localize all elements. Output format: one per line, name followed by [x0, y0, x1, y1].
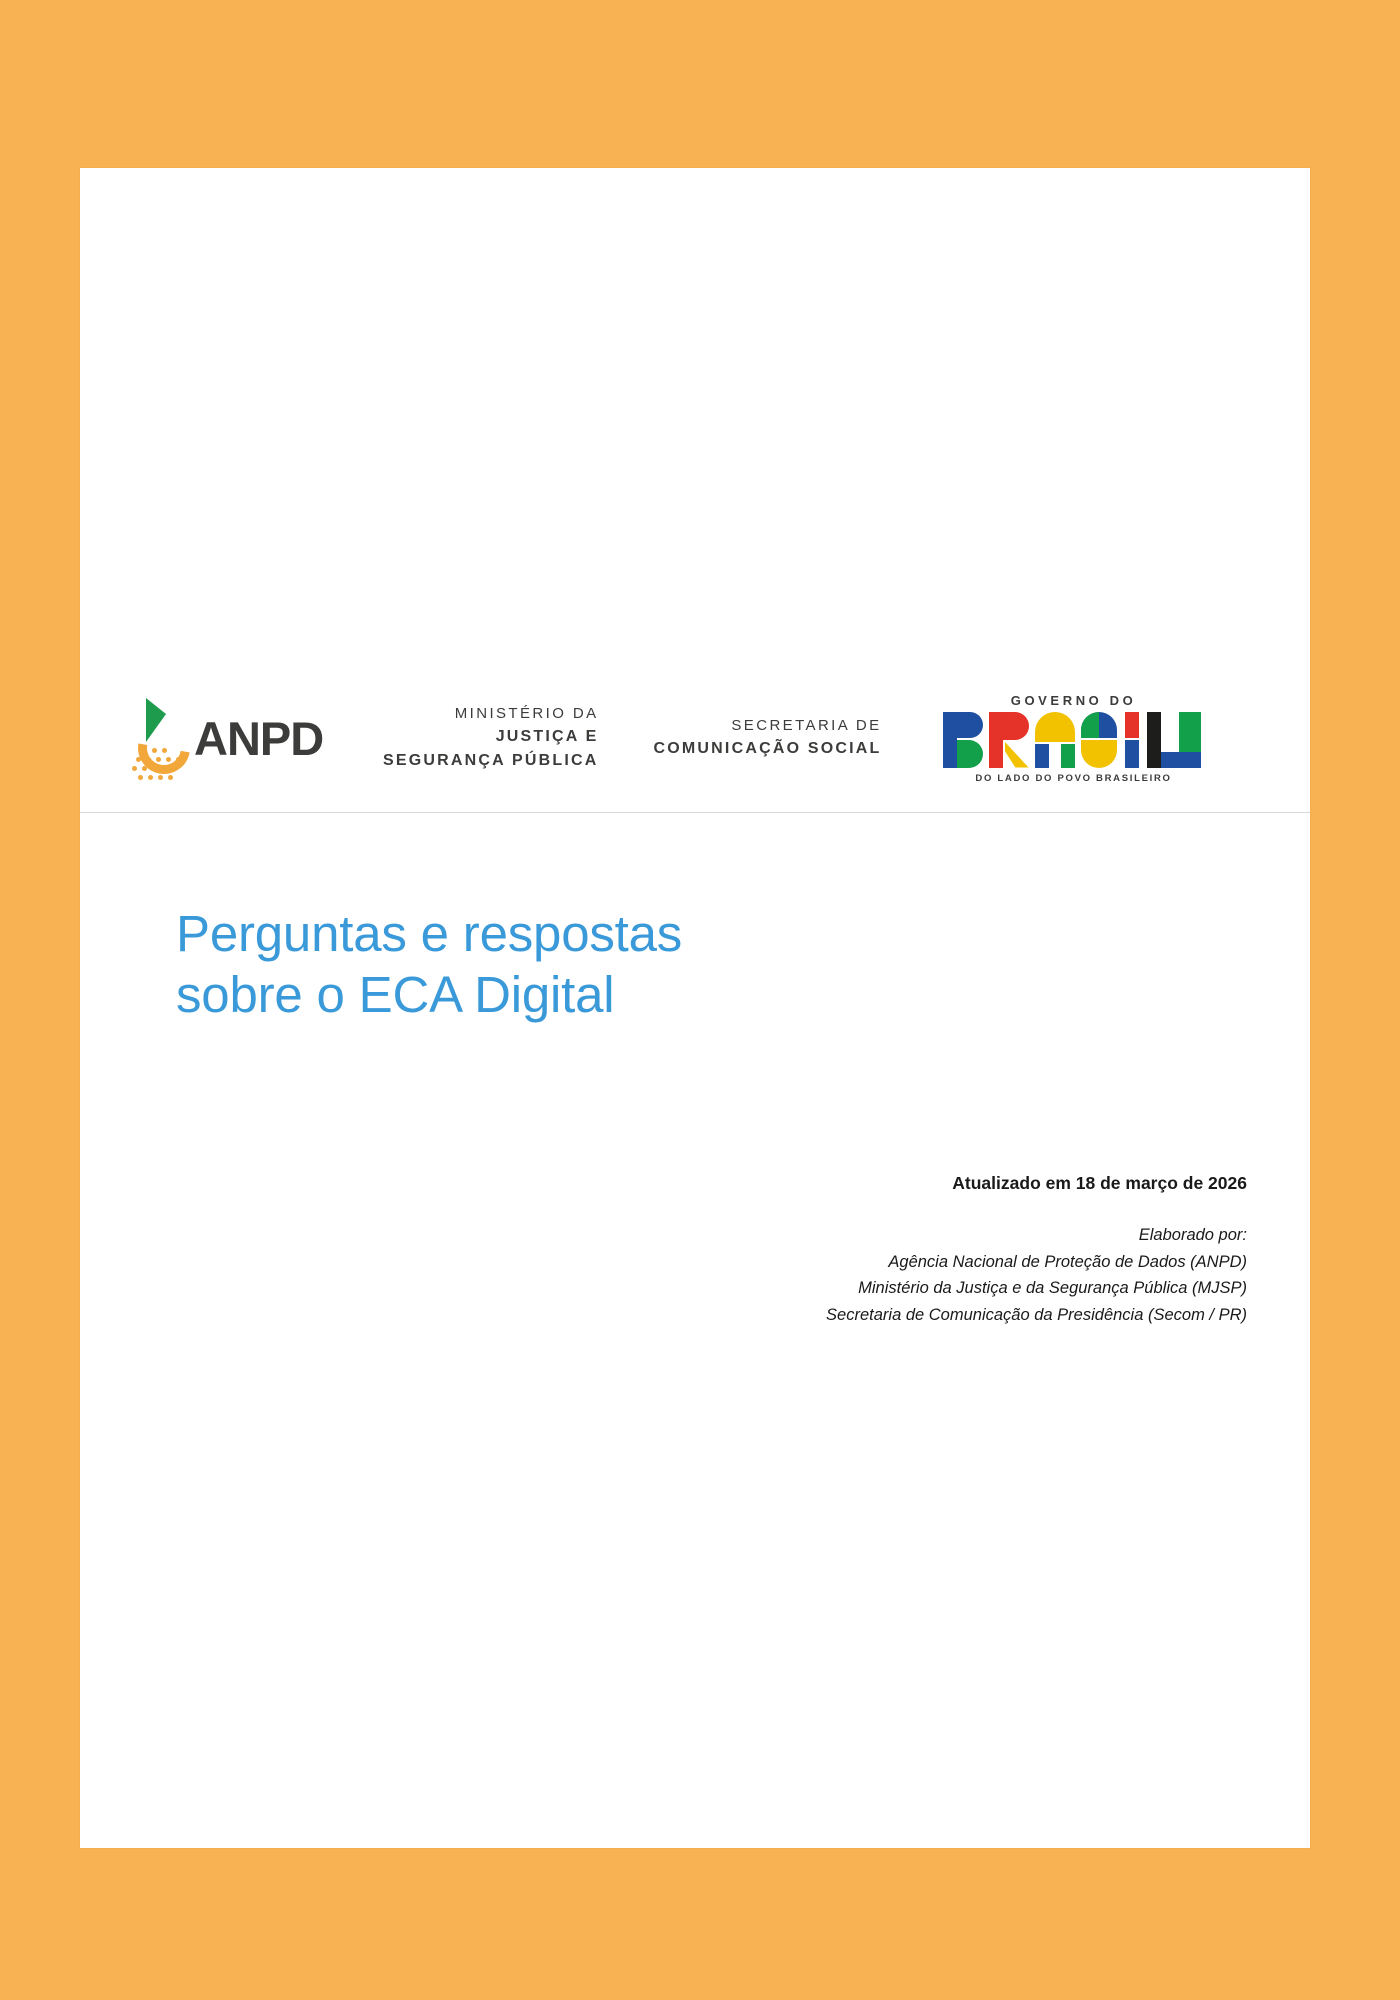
anpd-brasil-mark-icon: [130, 692, 192, 784]
anpd-logo: [130, 688, 345, 788]
anpd-wordmark: ANPD: [194, 711, 324, 765]
document-meta: [467, 1173, 1247, 1329]
document-page: [80, 168, 1310, 1848]
govbr-wordmark-icon: [943, 712, 1205, 768]
govbr-bottom-text: DO LADO DO POVO BRASILEIRO: [975, 772, 1172, 784]
mjsp-line-1: MINISTÉRIO DA: [454, 704, 599, 722]
mjsp-logo: [383, 703, 598, 774]
page-title-line-1: Perguntas e respostas: [176, 905, 683, 962]
byline: [467, 1222, 1247, 1329]
logo-row: [130, 678, 1270, 798]
secom-line-1: SECRETARIA DE: [731, 716, 882, 734]
secom-logo: [653, 714, 881, 762]
updated-date: Atualizado em 18 de março de 2026: [952, 1173, 1247, 1193]
logo-bar: [80, 670, 1310, 813]
byline-org-2: Ministério da Justiça e da Segurança Pública (MJSP): [858, 1279, 1247, 1298]
governo-do-brasil-logo: [934, 693, 1214, 784]
page-title-line-2: sobre o ECA Digital: [176, 966, 615, 1024]
page-title: [176, 903, 1076, 1025]
mjsp-line-2: JUSTIÇA E: [495, 728, 599, 746]
secom-line-2: COMUNICAÇÃO SOCIAL: [653, 740, 882, 758]
govbr-top-text: GOVERNO DO: [1010, 692, 1137, 708]
mjsp-line-3: SEGURANÇA PÚBLICA: [383, 752, 599, 770]
byline-label: Elaborado por:: [1138, 1226, 1247, 1244]
byline-org-1: Agência Nacional de Proteção de Dados (ANPD): [888, 1252, 1247, 1271]
byline-org-3: Secretaria de Comunicação da Presidência (Secom / PR): [826, 1306, 1247, 1325]
